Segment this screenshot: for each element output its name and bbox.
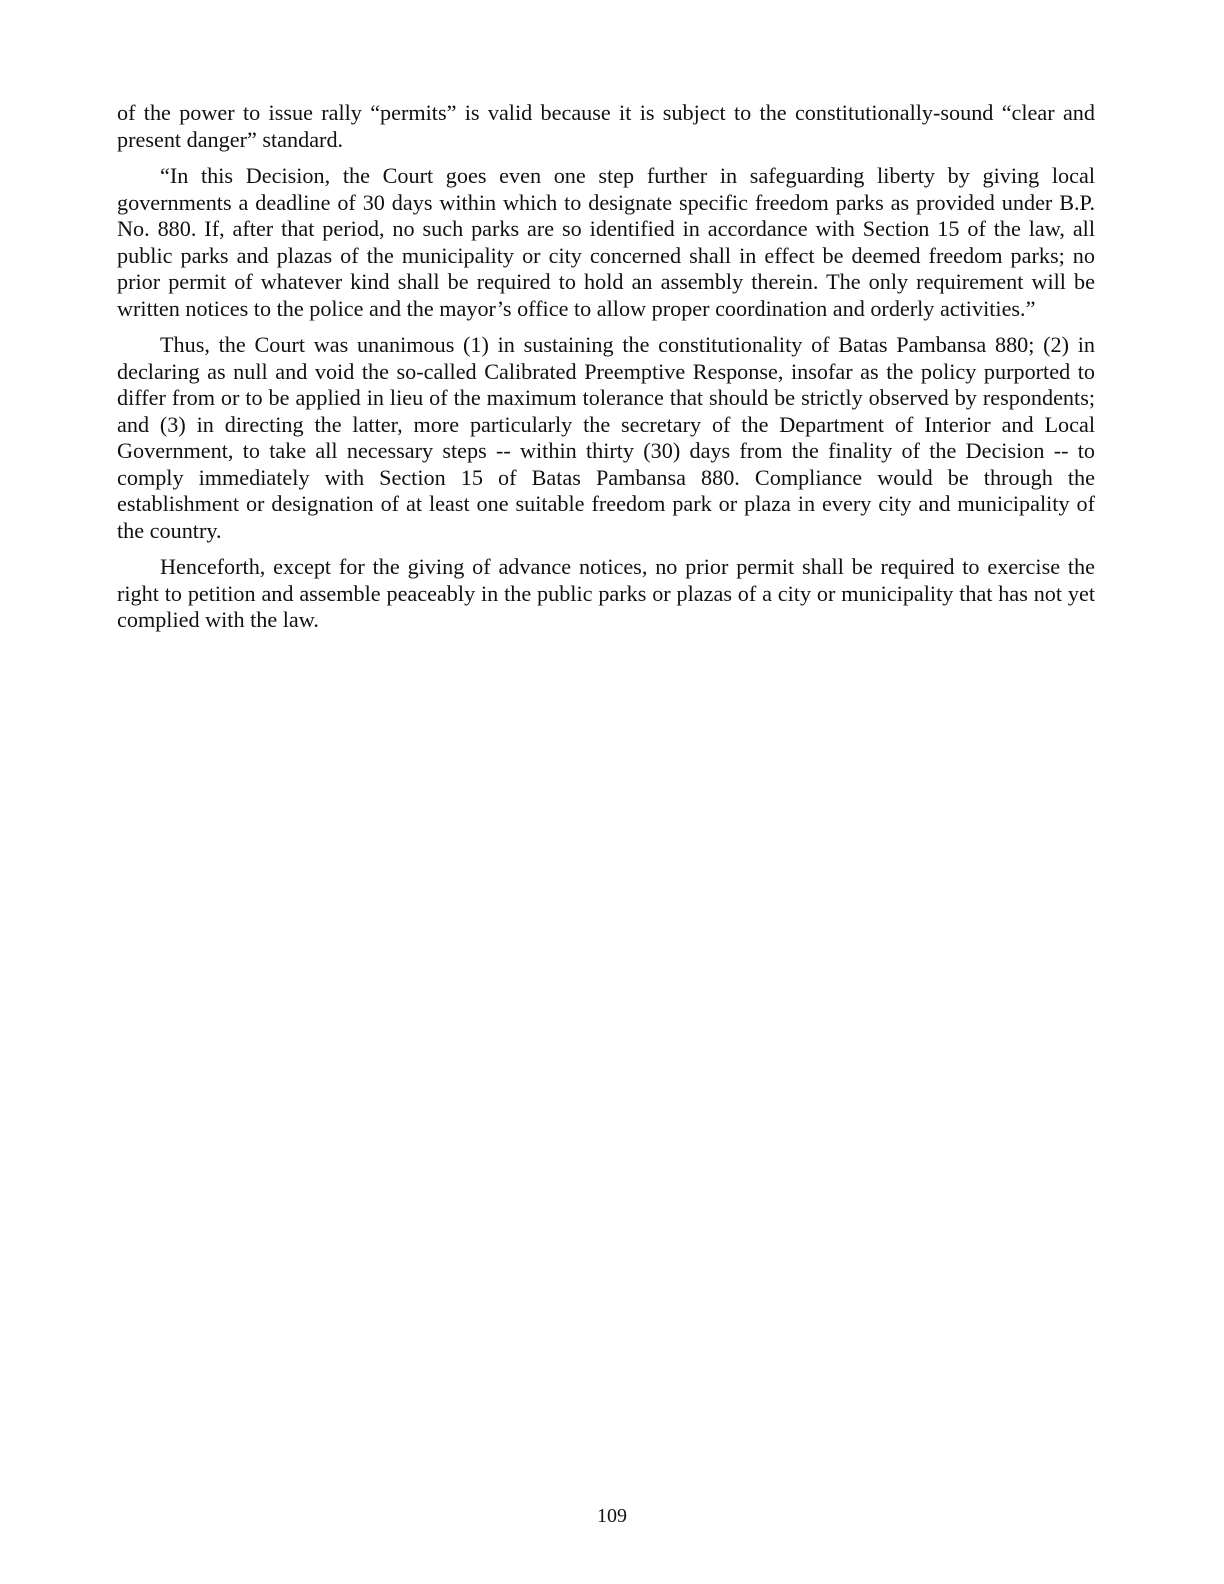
paragraph-henceforth: Henceforth, except for the giving of advance notices, no prior permit shall be required to exercise the right to petition and assemble peaceably in the public parks or plazas of a city or municipality that has not yet complied with the law.: [117, 554, 1095, 632]
paragraph-continuation: of the power to issue rally “permits” is valid because it is subject to the constitutionally-sound “clear and present danger” standard.: [117, 100, 1095, 152]
paragraph-court-ruling: Thus, the Court was unanimous (1) in sustaining the constitutionality of Batas Pambansa 880; (2) in declaring as null and void the so-called Calibrated Preemptive Response, insofar as the policy purported to differ from or to be applied in lieu of the maximum tolerance that should be strictly observed by respondents; and (3) in directing the latter, more particularly the secretary of the Department of Interior and Local Government, to take all necessary steps -- within thirty (30) days from the finality of the Decision -- to comply immediately with Section 15 of Batas Pambansa 880. Compliance would be through the establishment or designation of at least one suitable freedom park or plaza in every city and municipality of the country.: [117, 332, 1095, 543]
paragraph-quoted-decision: “In this Decision, the Court goes even one step further in safeguarding liberty by giving local governments a deadline of 30 days within which to designate specific freedom parks as provided under B.P. No. 880. If, after that period, no such parks are so identified in accordance with Section 15 of the law, all public parks and plazas of the municipality or city concerned shall in effect be deemed freedom parks; no prior permit of whatever kind shall be required to hold an assembly therein. The only requirement will be written notices to the police and the mayor’s office to allow proper coordination and orderly activities.”: [117, 163, 1095, 321]
page-number: 109: [597, 1505, 627, 1527]
body-text: [117, 100, 1095, 644]
